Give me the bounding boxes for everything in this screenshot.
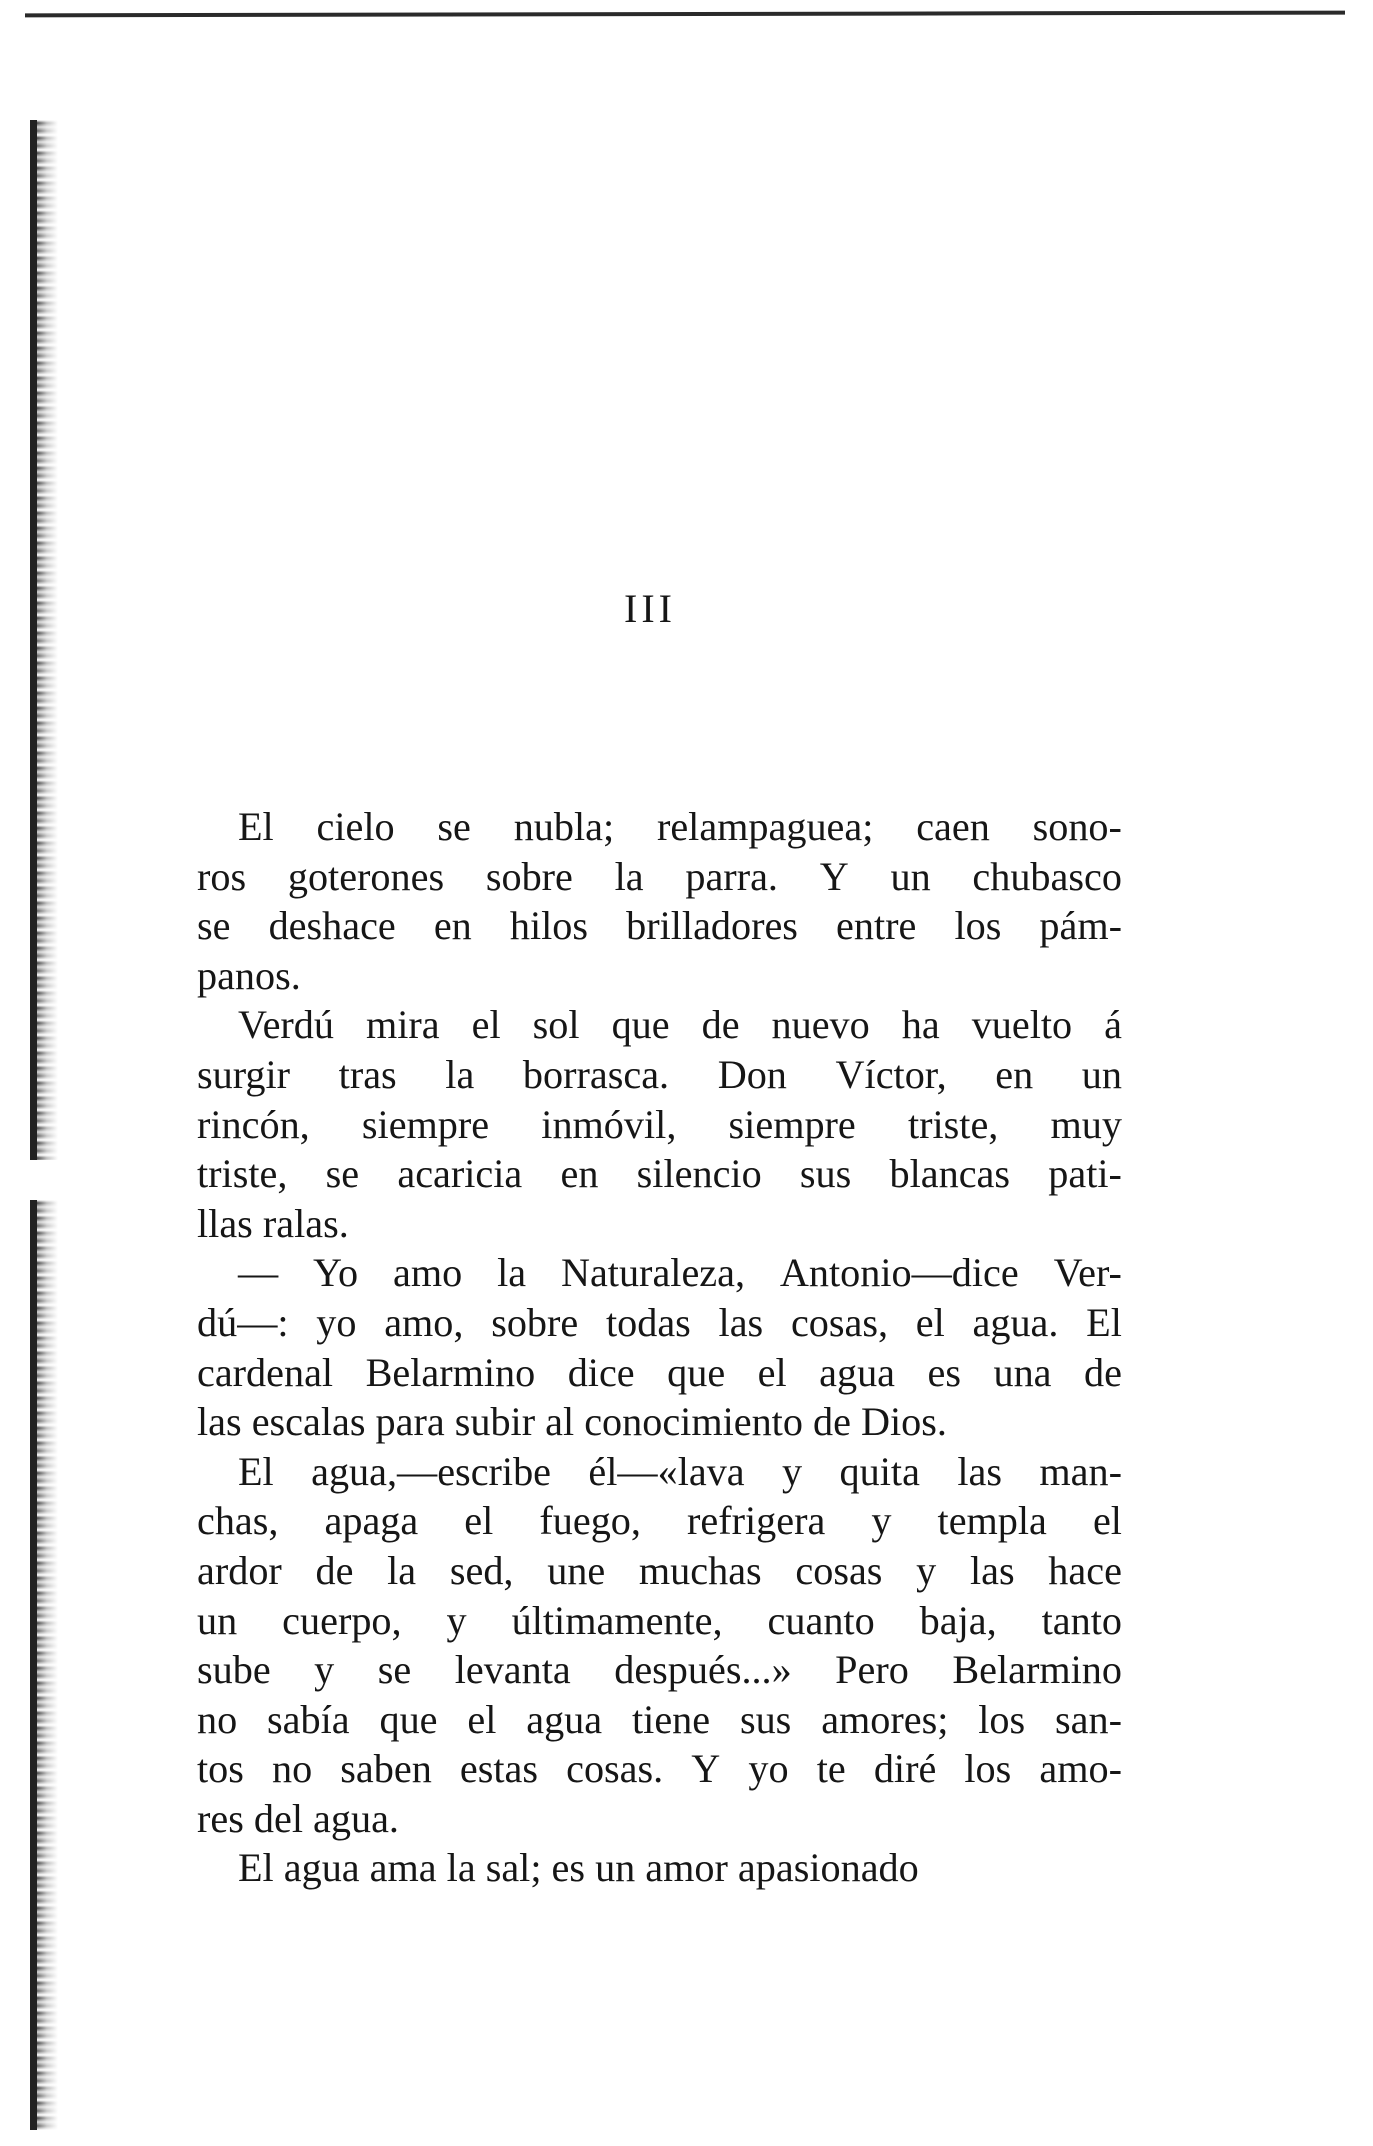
text-line bbox=[197, 1496, 1122, 1546]
text-line bbox=[197, 1248, 1122, 1298]
word: á bbox=[1104, 1002, 1122, 1048]
word: fuego, bbox=[539, 1498, 641, 1544]
word: la bbox=[387, 1547, 417, 1593]
word: y bbox=[782, 1448, 803, 1494]
word: refrigera bbox=[687, 1498, 826, 1544]
word: saben bbox=[340, 1746, 432, 1792]
word: brilladores bbox=[626, 903, 798, 949]
word: de bbox=[315, 1547, 354, 1593]
word: man- bbox=[1039, 1448, 1122, 1494]
text-line bbox=[197, 1050, 1122, 1100]
word: deshace bbox=[268, 903, 396, 949]
word: surgir bbox=[197, 1051, 291, 1097]
word: un bbox=[1081, 1051, 1122, 1097]
paragraph bbox=[197, 1000, 1122, 1248]
word: todas bbox=[605, 1299, 691, 1345]
word: inmóvil, bbox=[541, 1101, 677, 1147]
word: en bbox=[995, 1051, 1034, 1097]
word: pám- bbox=[1039, 903, 1122, 949]
word: las bbox=[957, 1448, 1002, 1494]
text-line bbox=[197, 1546, 1122, 1596]
word: nubla; bbox=[513, 804, 615, 849]
word: triste, bbox=[197, 1151, 288, 1197]
word: cuerpo, bbox=[282, 1597, 402, 1643]
word: relampaguea; bbox=[656, 804, 874, 849]
paragraph bbox=[197, 802, 1122, 1000]
word: la bbox=[445, 1051, 475, 1097]
word: se bbox=[197, 903, 231, 949]
word: sono- bbox=[1032, 804, 1122, 849]
word: últimamente, bbox=[511, 1597, 723, 1643]
word: se bbox=[437, 804, 471, 849]
word: el bbox=[1092, 1498, 1122, 1544]
word: una bbox=[993, 1349, 1052, 1395]
word: diré bbox=[873, 1746, 937, 1792]
word: chubasco bbox=[972, 853, 1122, 899]
word: que bbox=[611, 1002, 670, 1048]
word: dice bbox=[567, 1349, 635, 1395]
text-line bbox=[197, 1348, 1122, 1398]
word: sus bbox=[799, 1151, 852, 1197]
word: Yo bbox=[313, 1250, 359, 1296]
word: templa bbox=[937, 1498, 1047, 1544]
word: hace bbox=[1048, 1547, 1122, 1593]
word: sobre bbox=[485, 853, 573, 899]
word: Belarmino bbox=[952, 1647, 1122, 1693]
binding-core bbox=[30, 120, 37, 2130]
word: hilos bbox=[509, 903, 589, 949]
word: el bbox=[471, 1002, 501, 1048]
word: sol bbox=[532, 1002, 580, 1048]
body-text bbox=[197, 802, 1122, 1893]
word: Naturaleza, bbox=[560, 1250, 745, 1296]
word: goterones bbox=[287, 853, 445, 899]
word: Pero bbox=[835, 1647, 909, 1693]
word: une bbox=[547, 1547, 606, 1593]
text-line bbox=[197, 1596, 1122, 1646]
word: tanto bbox=[1041, 1597, 1122, 1643]
word: dú—: bbox=[197, 1299, 289, 1345]
word: sed, bbox=[449, 1547, 514, 1593]
word: cuanto bbox=[767, 1597, 875, 1643]
text-line bbox=[197, 1149, 1122, 1199]
word: Y bbox=[691, 1746, 721, 1792]
word: Víctor, bbox=[835, 1051, 947, 1097]
word: siempre bbox=[361, 1101, 490, 1147]
word: de bbox=[701, 1002, 740, 1048]
word: cardenal bbox=[197, 1349, 334, 1395]
word: que bbox=[667, 1349, 726, 1395]
word: Y bbox=[819, 853, 849, 899]
word: es bbox=[927, 1349, 961, 1395]
word: El bbox=[238, 1448, 274, 1494]
word: amo, bbox=[384, 1299, 464, 1345]
word: blancas bbox=[889, 1151, 1011, 1197]
word: san- bbox=[1055, 1696, 1122, 1742]
text-line: res del agua. bbox=[197, 1795, 399, 1841]
word: el bbox=[464, 1498, 494, 1544]
text-line bbox=[197, 802, 1122, 852]
word: se bbox=[325, 1151, 360, 1197]
text-line bbox=[197, 1447, 1122, 1497]
word: yo bbox=[748, 1746, 789, 1792]
text-line bbox=[197, 1744, 1122, 1794]
word: muy bbox=[1050, 1101, 1122, 1147]
word: amo- bbox=[1039, 1746, 1122, 1792]
top-rule bbox=[25, 11, 1345, 18]
text-line: El agua ama la sal; es un amor apasionado bbox=[238, 1845, 919, 1891]
word: amo bbox=[393, 1250, 463, 1296]
word: él—«lava bbox=[588, 1448, 745, 1494]
word: El bbox=[238, 804, 274, 849]
word: yo bbox=[316, 1299, 357, 1345]
word: te bbox=[816, 1746, 846, 1792]
word: no bbox=[272, 1746, 313, 1792]
word: cielo bbox=[316, 804, 395, 849]
paragraph bbox=[197, 1843, 1122, 1893]
word: cosas. bbox=[566, 1746, 664, 1792]
text-line bbox=[197, 1645, 1122, 1695]
word: ha bbox=[901, 1002, 940, 1048]
word: estas bbox=[459, 1746, 539, 1792]
word: que bbox=[379, 1696, 438, 1742]
word: cosas bbox=[795, 1547, 883, 1593]
word: tiene bbox=[631, 1696, 711, 1742]
word: mira bbox=[365, 1002, 440, 1048]
word: Ver- bbox=[1053, 1250, 1122, 1296]
word: en bbox=[560, 1151, 599, 1197]
word: las bbox=[969, 1547, 1015, 1593]
word: el bbox=[757, 1349, 787, 1395]
paragraph bbox=[197, 1447, 1122, 1844]
word: los bbox=[954, 903, 1002, 949]
word: vuelto bbox=[971, 1002, 1073, 1048]
word: y bbox=[871, 1498, 892, 1544]
word: Antonio—dice bbox=[779, 1250, 1019, 1296]
word: Belarmino bbox=[365, 1349, 536, 1395]
word: silencio bbox=[636, 1151, 762, 1197]
text-line: llas ralas. bbox=[197, 1200, 349, 1246]
word: quita bbox=[839, 1448, 920, 1494]
word: cosas, bbox=[790, 1299, 889, 1345]
word: agua bbox=[819, 1349, 896, 1395]
word: se bbox=[377, 1647, 412, 1693]
word: muchas bbox=[638, 1547, 762, 1593]
word: parra. bbox=[685, 853, 778, 899]
word: agua bbox=[526, 1696, 603, 1742]
word: no bbox=[197, 1696, 238, 1742]
word: en bbox=[433, 903, 472, 949]
word: borrasca. bbox=[522, 1051, 670, 1097]
text-line bbox=[197, 1000, 1122, 1050]
word: y bbox=[314, 1647, 335, 1693]
paragraph bbox=[197, 1248, 1122, 1446]
word: sube bbox=[197, 1647, 271, 1693]
word: apaga bbox=[324, 1498, 419, 1544]
chapter-heading: III bbox=[624, 586, 676, 631]
word: El bbox=[1086, 1299, 1122, 1345]
binding-gap bbox=[28, 1160, 60, 1200]
word: agua,—escribe bbox=[311, 1448, 552, 1494]
word: ros bbox=[197, 853, 247, 899]
word: chas, bbox=[197, 1498, 279, 1544]
text-line bbox=[197, 852, 1122, 902]
word: tos bbox=[197, 1746, 244, 1792]
text-line: las escalas para subir al conocimiento de Dios. bbox=[197, 1399, 947, 1445]
word: acaricia bbox=[397, 1151, 523, 1197]
word: y bbox=[446, 1597, 467, 1643]
word: de bbox=[1083, 1349, 1122, 1395]
text-line bbox=[197, 901, 1122, 951]
word: los bbox=[978, 1696, 1026, 1742]
text-line bbox=[197, 1100, 1122, 1150]
word: y bbox=[916, 1547, 937, 1593]
word: sobre bbox=[491, 1299, 579, 1345]
word: sus bbox=[739, 1696, 792, 1742]
word: — bbox=[238, 1250, 279, 1296]
word: levanta bbox=[454, 1647, 571, 1693]
word: amores; bbox=[821, 1696, 949, 1742]
word: los bbox=[964, 1746, 1012, 1792]
word: agua. bbox=[972, 1299, 1059, 1345]
word: un bbox=[890, 853, 931, 899]
word: nuevo bbox=[771, 1002, 870, 1048]
text-line bbox=[197, 1695, 1122, 1745]
word: Don bbox=[717, 1051, 787, 1097]
text-line bbox=[197, 1298, 1122, 1348]
word: Verdú bbox=[238, 1002, 334, 1048]
word: entre bbox=[836, 903, 917, 949]
word: tras bbox=[338, 1051, 397, 1097]
word: el bbox=[467, 1696, 497, 1742]
word: sabía bbox=[267, 1696, 350, 1742]
word: ardor bbox=[197, 1547, 282, 1593]
word: la bbox=[497, 1250, 527, 1296]
word: rincón, bbox=[197, 1101, 310, 1147]
word: pati- bbox=[1048, 1151, 1122, 1197]
word: después...» bbox=[614, 1647, 792, 1693]
word: un bbox=[197, 1597, 238, 1643]
word: siempre bbox=[728, 1101, 856, 1147]
text-line: panos. bbox=[197, 952, 301, 998]
word: el bbox=[915, 1299, 945, 1345]
word: triste, bbox=[907, 1101, 999, 1147]
word: la bbox=[614, 853, 644, 899]
word: baja, bbox=[919, 1597, 997, 1643]
word: las bbox=[718, 1299, 764, 1345]
word: caen bbox=[916, 804, 990, 849]
